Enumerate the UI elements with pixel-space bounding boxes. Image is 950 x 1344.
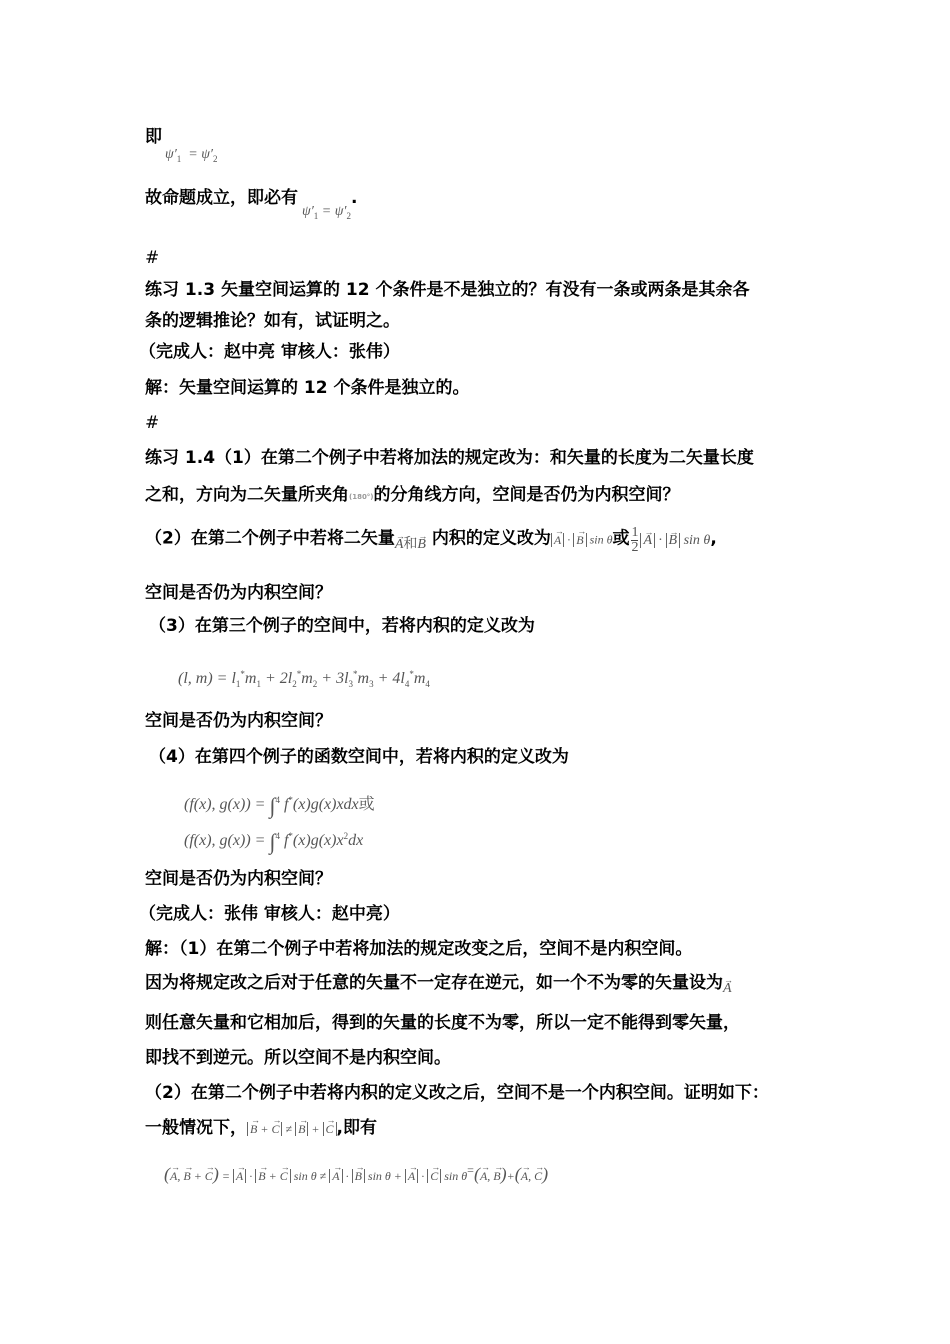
text-line [145, 1011, 740, 1035]
line-text: 空间是否仍为内积空间？ [145, 583, 332, 603]
line-text: 条的逻辑推论？如有，试证明之。 [145, 311, 400, 331]
line-text: 因为将规定改之后对于任意的矢量不一定存在逆元，如一个不为零的矢量设为 [145, 973, 723, 993]
frac-denominator: 2 [631, 540, 639, 555]
exercise-1-3-title [145, 278, 749, 302]
hash-marker [145, 246, 159, 270]
line-text: 即找不到逆元。所以空间不是内积空间。 [145, 1048, 451, 1068]
credits-line [139, 340, 400, 364]
line-text: 练习 1.4（1）在第二个例子中若将加法的规定改为：和矢量的长度为二矢量长度 [145, 448, 754, 468]
text-line [149, 745, 569, 769]
text-line [145, 1116, 377, 1141]
equation-triangle-inequality: → B + → C ≠ → B + → C [247, 1122, 337, 1136]
and-text: 和 [403, 535, 418, 552]
line-text: ,即有 [336, 1118, 377, 1138]
line-text: 或 [612, 528, 630, 549]
equation-sin-product: → A · → B sin θ [551, 533, 613, 547]
text-line [145, 483, 680, 509]
text-line [145, 867, 332, 891]
line-text: 空间是否仍为内积空间？ [145, 869, 332, 889]
equation-psi-equal: $\psi'_1 = \psi'_2$ [165, 147, 218, 164]
line-text: （4）在第四个例子的函数空间中，若将内积的定义改为 [149, 747, 569, 767]
answer-line [145, 937, 692, 961]
equation-inner-product-lm: (l, $m) = l_1^*m_1 + 2l_2^*m_2 + 3l_3^*m_3 + 4l_4^*m_4$ [178, 669, 430, 689]
line-text: 内积的定义改为 [431, 528, 551, 549]
credits-line [139, 902, 400, 926]
equation-vector-a: → $_A$ [723, 981, 732, 996]
or-text: 或 [358, 794, 375, 813]
text-line [145, 1081, 769, 1105]
equation-half-sin-product: $\frac{1}{2}$ → A · → B sin θ [629, 533, 710, 548]
line-text: （完成人：赵中亮 审核人：张伟） [139, 342, 400, 362]
exercise-1-4-title [145, 446, 754, 470]
line-text: 一般情况下， [145, 1118, 247, 1138]
equation-vectors: → $_{A和\to B}$ [395, 537, 426, 552]
angle-annotation: (180°) [349, 493, 374, 501]
hash-text: # [145, 413, 160, 433]
answer-line [145, 376, 470, 400]
equation-integral-x: (f(x), g(x)) = ∫$^4$ f*(x)g(x)xdx或 [184, 793, 375, 818]
line-text: （2）在第二个例子中若将内积的定义改之后，空间不是一个内积空间。证明如下： [145, 1083, 769, 1103]
line-text: 之和，方向为二矢量所夹角 [145, 485, 349, 505]
hash-marker [145, 411, 159, 435]
line-text: 即 [145, 127, 162, 147]
text-line [145, 1046, 451, 1070]
line-text: 的分角线方向，空间是否仍为内积空间？ [373, 485, 680, 505]
line-text: （2）在第二个例子中若将二矢量 [145, 528, 395, 549]
frac-numerator: 1 [631, 525, 639, 540]
line-text: 解：矢量空间运算的 12 个条件是独立的。 [145, 378, 470, 398]
text-line [145, 971, 732, 997]
line-text: 练习 1.3 矢量空间运算的 12 个条件是不是独立的？有没有一条或两条是其余各 [145, 280, 750, 300]
line-text: （3）在第三个例子的空间中，若将内积的定义改为 [149, 616, 535, 636]
line-text: （完成人：张伟 审核人：赵中亮） [139, 904, 400, 924]
text-line [145, 125, 162, 149]
line-text: 空间是否仍为内积空间？ [145, 711, 332, 731]
text-line [145, 581, 332, 605]
hash-text: # [145, 248, 160, 268]
line-text: 故命题成立，即必有 [145, 188, 298, 208]
text-line: （2）在第二个例子中若将二矢量→ $_{A和\to B}$ 内积的定义改为→ A · → B sin θ或 $\frac{1}{2}$ → A · → B sin θ, [145, 526, 717, 555]
text-line [145, 309, 400, 333]
line-text: 则任意矢量和它相加后，得到的矢量的长度不为零，所以一定不能得到零矢量， [145, 1013, 740, 1033]
text-line: 故命题成立，即必有$_{\psi'_1 = \psi'_2}$. [145, 188, 358, 221]
text-line [149, 614, 535, 638]
line-text: 解：（1）在第二个例子中若将加法的规定改变之后，空间不是内积空间。 [145, 939, 693, 959]
equation-linearity-failure: (→ A, → B + → C) = → A · → B + → C sin θ ≠ → A · → B sin θ + → A · → C sin θ=(→ A, → B)+(→ A, → C) [164, 1162, 548, 1188]
text-line [145, 709, 332, 733]
equation-psi-inline: ψ′1 = ψ′2 [302, 204, 351, 221]
equation-integral-x2: (f(x), g(x)) = ∫$^4$ $f^*(x)g(x)x^2dx$ [184, 829, 364, 854]
